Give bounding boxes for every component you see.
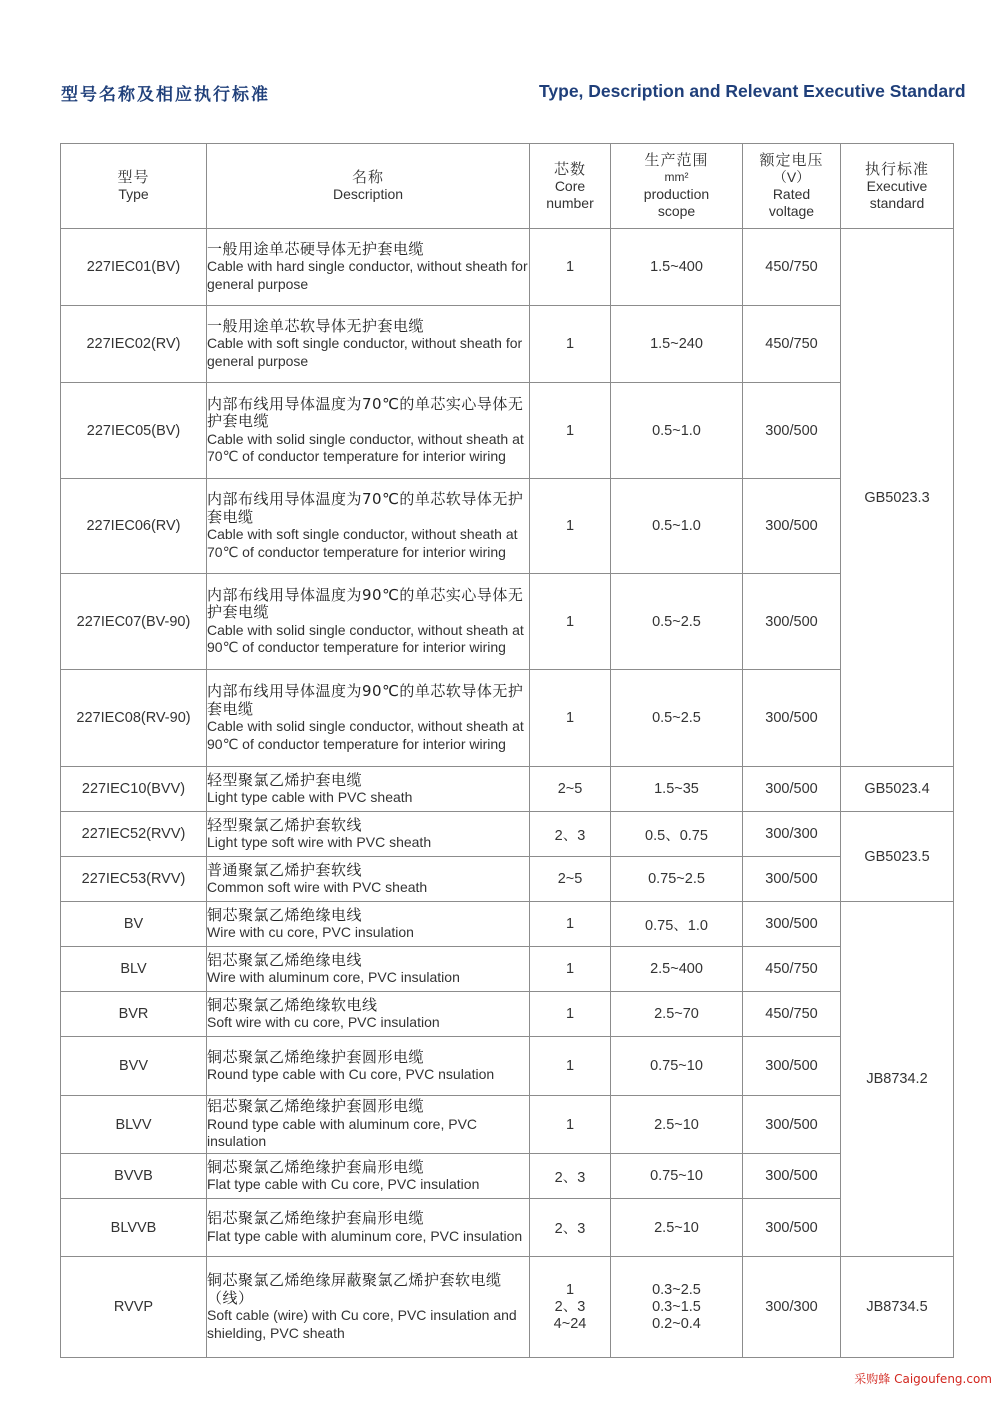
cell-voltage: 300/500 [743,1096,841,1154]
cell-type: 227IEC07(BV-90) [61,574,207,670]
cell-voltage: 300/500 [743,479,841,574]
cell-voltage: 300/500 [743,670,841,767]
cell-description: 一般用途单芯硬导体无护套电缆 Cable with hard single conductor, without sheath for general purpose [207,229,530,306]
cell-description: 内部布线用导体温度为90℃的单芯实心导体无护套电缆 Cable with solid single conductor, without sheath at 90℃ of conductor temperature for interior wiring [207,574,530,670]
cell-core: 2、3 [530,812,611,857]
cell-type: BVVB [61,1154,207,1199]
cell-standard: JB8734.2 [841,902,954,1257]
cell-voltage: 300/500 [743,1037,841,1096]
table-row [61,306,954,383]
header-type: 型号 Type [61,144,207,229]
cell-core: 1 2、3 4~24 [530,1257,611,1358]
watermark: 采购蜂 Caigoufeng.com [854,1372,992,1386]
cell-type: 227IEC10(BVV) [61,767,207,812]
cell-voltage: 300/500 [743,767,841,812]
table-row [61,574,954,670]
cell-scope: 1.5~35 [611,767,743,812]
cell-voltage: 450/750 [743,306,841,383]
header-description: 名称 Description [207,144,530,229]
cell-scope: 0.5~2.5 [611,670,743,767]
cell-scope: 0.5~1.0 [611,479,743,574]
cell-standard: GB5023.3 [841,229,954,767]
cell-description: 内部布线用导体温度为70℃的单芯实心导体无护套电缆 Cable with solid single conductor, without sheath at 70℃ of conductor temperature for interior wiring [207,383,530,479]
page-title-cn: 型号名称及相应执行标准 [61,85,270,105]
cell-scope: 0.75、1.0 [611,902,743,947]
cell-type: 227IEC01(BV) [61,229,207,306]
cell-type: BVR [61,992,207,1037]
cell-description: 内部布线用导体温度为70℃的单芯软导体无护套电缆 Cable with soft single conductor, without sheath at 70℃ of conductor temperature for interior wiring [207,479,530,574]
table-row [61,670,954,767]
table-row [61,902,954,947]
cell-description: 铝芯聚氯乙烯绝缘电线 Wire with aluminum core, PVC insulation [207,947,530,992]
cell-scope: 0.75~10 [611,1037,743,1096]
cell-type: 227IEC52(RVV) [61,812,207,857]
cell-voltage: 300/300 [743,812,841,857]
cell-scope: 0.75~2.5 [611,857,743,902]
header-production-scope: 生产范围 mm² production scope [611,144,743,229]
cell-core: 1 [530,306,611,383]
table-row [61,767,954,812]
cell-core: 1 [530,1096,611,1154]
cell-core: 2~5 [530,857,611,902]
cell-core: 1 [530,670,611,767]
cell-description: 铝芯聚氯乙烯绝缘护套圆形电缆 Round type cable with aluminum core, PVC insulation [207,1096,530,1154]
table-row [61,383,954,479]
table-row [61,857,954,902]
table-header-row [61,144,954,229]
cell-core: 2、3 [530,1154,611,1199]
cell-standard: GB5023.4 [841,767,954,812]
cell-standard: JB8734.5 [841,1257,954,1358]
cell-voltage: 300/500 [743,383,841,479]
cell-core: 1 [530,902,611,947]
table-row [61,479,954,574]
header-rated-voltage: 额定电压 （V） Rated voltage [743,144,841,229]
cell-core: 1 [530,229,611,306]
cell-type: BLV [61,947,207,992]
cell-scope: 0.3~2.5 0.3~1.5 0.2~0.4 [611,1257,743,1358]
cell-core: 1 [530,479,611,574]
cell-core: 1 [530,574,611,670]
cell-scope: 0.5~1.0 [611,383,743,479]
page-title-en: Type, Description and Relevant Executive Standard [539,81,966,101]
cell-core: 1 [530,992,611,1037]
cell-type: 227IEC05(BV) [61,383,207,479]
cell-scope: 1.5~240 [611,306,743,383]
spec-table [60,143,954,1358]
cell-description: 铝芯聚氯乙烯绝缘护套扁形电缆 Flat type cable with aluminum core, PVC insulation [207,1199,530,1257]
cell-type: BVV [61,1037,207,1096]
cell-voltage: 300/500 [743,574,841,670]
cell-description: 轻型聚氯乙烯护套电缆 Light type cable with PVC sheath [207,767,530,812]
cell-core: 1 [530,1037,611,1096]
cell-standard: GB5023.5 [841,812,954,902]
cell-core: 2~5 [530,767,611,812]
table-row [61,1096,954,1154]
cell-voltage: 450/750 [743,229,841,306]
cell-core: 2、3 [530,1199,611,1257]
cell-core: 1 [530,947,611,992]
cell-voltage: 300/300 [743,1257,841,1358]
table-row [61,1257,954,1358]
cell-description: 普通聚氯乙烯护套软线 Common soft wire with PVC sheath [207,857,530,902]
cell-type: BV [61,902,207,947]
cell-type: 227IEC08(RV-90) [61,670,207,767]
cell-description: 一般用途单芯软导体无护套电缆 Cable with soft single conductor, without sheath for general purpose [207,306,530,383]
cell-voltage: 450/750 [743,947,841,992]
cell-scope: 2.5~70 [611,992,743,1037]
cell-voltage: 300/500 [743,1199,841,1257]
cell-description: 铜芯聚氯乙烯绝缘电线 Wire with cu core, PVC insulation [207,902,530,947]
cell-voltage: 300/500 [743,902,841,947]
cell-scope: 0.5~2.5 [611,574,743,670]
cell-type: 227IEC53(RVV) [61,857,207,902]
table-row [61,1037,954,1096]
cell-core: 1 [530,383,611,479]
cell-type: 227IEC02(RV) [61,306,207,383]
cell-voltage: 450/750 [743,992,841,1037]
cell-description: 内部布线用导体温度为90℃的单芯软导体无护套电缆 Cable with solid single conductor, without sheath at 90℃ of conductor temperature for interior wiring [207,670,530,767]
header-core-number: 芯数 Core number [530,144,611,229]
cell-scope: 2.5~10 [611,1199,743,1257]
cell-description: 铜芯聚氯乙烯绝缘软电线 Soft wire with cu core, PVC insulation [207,992,530,1037]
table-row [61,1199,954,1257]
cell-voltage: 300/500 [743,857,841,902]
cell-description: 铜芯聚氯乙烯绝缘护套扁形电缆 Flat type cable with Cu core, PVC insulation [207,1154,530,1199]
cell-type: BLVVB [61,1199,207,1257]
cell-scope: 0.75~10 [611,1154,743,1199]
cell-description: 轻型聚氯乙烯护套软线 Light type soft wire with PVC sheath [207,812,530,857]
table-row [61,947,954,992]
cell-scope: 2.5~10 [611,1096,743,1154]
cell-description: 铜芯聚氯乙烯绝缘屏蔽聚氯乙烯护套软电缆（线） Soft cable (wire) with Cu core, PVC insulation and shielding, PVC sheath [207,1257,530,1358]
table-row [61,229,954,306]
cell-type: RVVP [61,1257,207,1358]
cell-type: 227IEC06(RV) [61,479,207,574]
cell-type: BLVV [61,1096,207,1154]
table-row [61,1154,954,1199]
table-row [61,992,954,1037]
cell-description: 铜芯聚氯乙烯绝缘护套圆形电缆 Round type cable with Cu core, PVC nsulation [207,1037,530,1096]
cell-voltage: 300/500 [743,1154,841,1199]
header-executive-standard: 执行标准 Executive standard [841,144,954,229]
table-row [61,812,954,857]
cell-scope: 2.5~400 [611,947,743,992]
cell-scope: 1.5~400 [611,229,743,306]
cell-scope: 0.5、0.75 [611,812,743,857]
